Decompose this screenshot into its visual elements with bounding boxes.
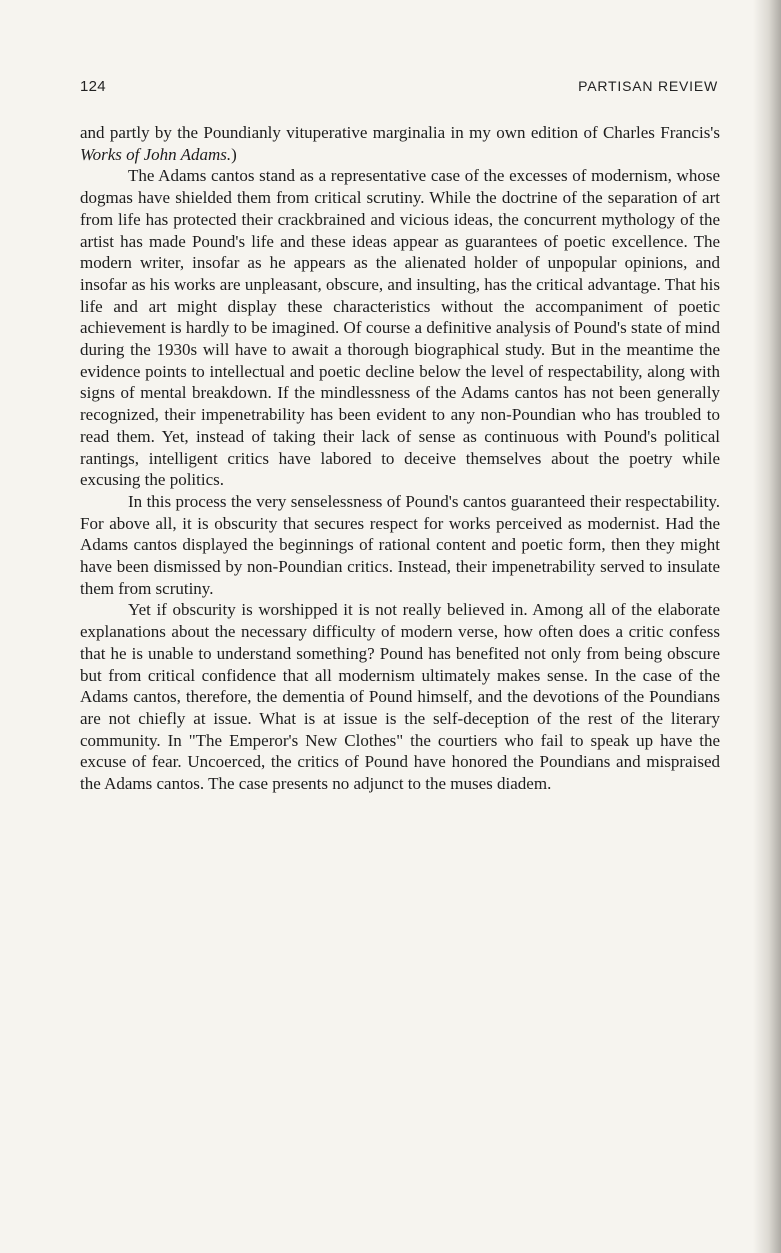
closing-parenthesis: ) — [231, 144, 237, 164]
paragraph: The Adams cantos stand as a representative case of the excesses of modernism, whose dogmas have shielded them from critical scrutiny. While the doctrine of the separation of art from life has protected their crackbrained and vicious ideas, the concurrent mythology of the artist has made Pound's life and these ideas appear as guarantees of poetic excellence. The modern writer, insofar as he appears as the alienated holder of unpopular opinions, and insofar as his works are unpleasant, obscure, and insulting, has the critical advantage. That his life and art might display these characteristics without the accompaniment of poetic achievement is hardly to be imagined. Of course a definitive analysis of Pound's state of mind during the 1930s will have to await a thorough biographical study. But in the meantime the evidence points to intellectual and poetic decline below the level of respectability, along with signs of mental breakdown. If the mindlessness of the Adams cantos has not been generally recognized, their impenetrability has been evident to any non-Poundian who has troubled to read them. Yet, instead of taking their lack of sense as continuous with Pound's political rantings, intelligent critics have labored to deceive themselves about the poetry while excusing the politics. — [80, 166, 720, 490]
paragraph-text: and partly by the Poundianly vituperative marginalia in my own edition of Charles Francis's — [80, 123, 720, 142]
article-body — [80, 122, 720, 795]
page-number: 124 — [80, 78, 106, 95]
journal-title: PARTISAN REVIEW — [578, 78, 718, 94]
running-head — [80, 78, 718, 98]
paragraph: In this process the very senselessness of Pound's cantos guaranteed their respectability. For above all, it is obscurity that secures respect for works perceived as modernist. Had the Adams cantos displayed the beginnings of rational content and poetic form, then they might have been dismissed by non-Poundian critics. Instead, their impenetrability served to insulate them from scrutiny. — [80, 491, 720, 598]
paragraph: Yet if obscurity is worshipped it is not really believed in. Among all of the elaborate explanations about the necessary difficulty of modern verse, how often does a critic confess that he is unable to understand something? Pound has benefited not only from being obscure but from critical confidence that all modernism ultimately makes sense. In the case of the Adams cantos, therefore, the dementia of Pound himself, and the devotions of the Poundians are not chiefly at issue. What is at issue is the self-deception of the rest of the literary community. In "The Emperor's New Clothes" the courtiers who fail to speak up have the excuse of fear. Uncoerced, the critics of Pound have honored the Poundians and mispraised the Adams cantos. The case presents no adjunct to the muses diadem. — [80, 600, 720, 794]
book-title-italic: Works of John Adams. — [80, 144, 232, 164]
paragraph-continuation — [80, 122, 720, 165]
page-gutter-shadow — [753, 0, 781, 1253]
